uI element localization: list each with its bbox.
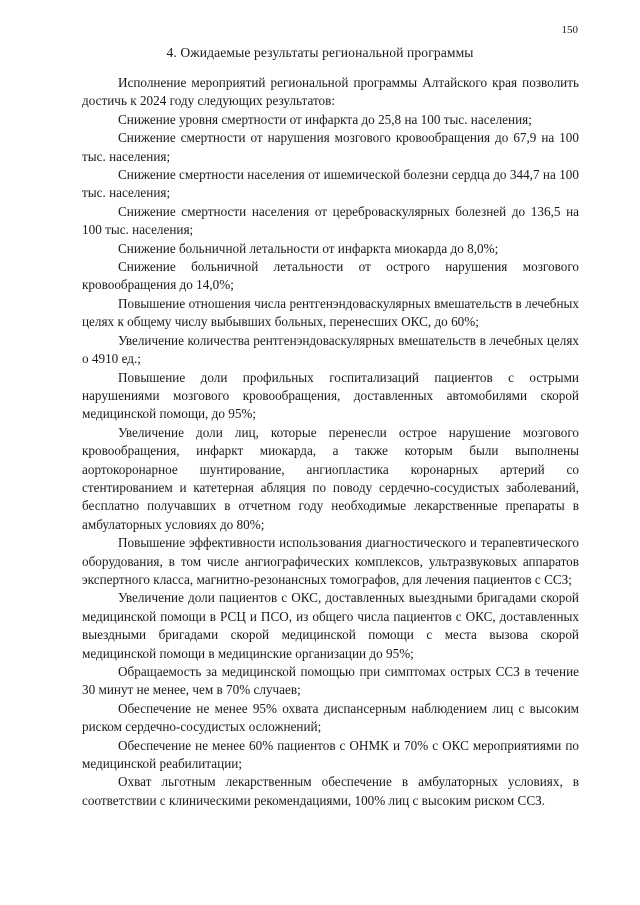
paragraph: Снижение больничной летальности от острого нарушения мозгового кровообращения до 14,0%;: [82, 259, 579, 293]
paragraph: Охват льготным лекарственным обеспечение в амбулаторных условиях, в соответствии с клиническими рекомендациями, 100% лиц с высоким риском ССЗ.: [82, 774, 579, 808]
paragraph: Исполнение мероприятий региональной программы Алтайского края позволить достичь к 2024 году следующих результатов:: [82, 75, 579, 109]
paragraph: Снижение больничной летальности от инфаркта миокарда до 8,0%;: [118, 240, 499, 256]
paragraph: Обеспечение не менее 95% охвата диспансерным наблюдением лиц с высоким риском сердечно-сосудистых осложнений;: [82, 700, 579, 735]
paragraph: Повышение эффективности использования диагностического и терапевтического оборудования, в том числе ангиографических комплексов, ультразвуковых аппаратов экспертного класса, магнитно-резонансных томографов, для лечения пациентов с ССЗ;: [82, 535, 579, 587]
paragraph: Увеличение доли пациентов с ОКС, доставленных выездными бригадами скорой медицинской помощи в РСЦ и ПСО, из общего числа пациентов с ОКС, доставленных выездными бригадами скорой медицинской помощи с места вызова скорой медицинской помощи в медицинские организации до 95%;: [82, 590, 579, 661]
page-number: 150: [561, 24, 578, 36]
paragraph: Увеличение доли лиц, которые перенесли острое нарушение мозгового кровообращения, инфаркт миокарда, а также которым были выполнены аортокоронарное шунтирование, ангиопластика коронарных артерий со стентированием и катетерная абляция по поводу сердечно-сосудистых заболеваний, бесплатно получавших в отчетном году необходимые лекарственные препараты в амбулаторных условиях до 80%;: [82, 424, 579, 532]
paragraph: Снижение уровня смертности от инфаркта до 25,8 на 100 тыс. населения;: [118, 111, 532, 127]
paragraph: Снижение смертности населения от цереброваскулярных болезней до 136,5 на 100 тыс. населения;: [82, 203, 579, 238]
paragraph: Увеличение количества рентгенэндоваскулярных вмешательств в лечебных целях о 4910 ед.;: [82, 332, 579, 367]
section-title: 4. Ожидаемые результаты региональной программы: [166, 45, 474, 60]
paragraph: Повышение доли профильных госпитализаций пациентов с острыми нарушениями мозгового кровообращения, доставленных автомобилями скорой медицинской помощи, до 95%;: [82, 369, 579, 422]
paragraph: Обеспечение не менее 60% пациентов с ОНМК и 70% с ОКС мероприятиями по медицинской реабилитации;: [82, 737, 579, 772]
paragraph: Повышение отношения числа рентгенэндоваскулярных вмешательств в лечебных целях к общему числу выбывших больных, перенесших ОКС, до 60%;: [82, 295, 579, 330]
document-body: [82, 74, 579, 810]
paragraph: Обращаемость за медицинской помощью при симптомах острых ССЗ в течение 30 минут не менее, чем в 70% случаев;: [82, 664, 579, 698]
paragraph: Снижение смертности населения от ишемической болезни сердца до 344,7 на 100 тыс. населения;: [82, 167, 579, 201]
paragraph: Снижение смертности от нарушения мозгового кровообращения до 67,9 на 100 тыс. населения;: [82, 130, 579, 164]
